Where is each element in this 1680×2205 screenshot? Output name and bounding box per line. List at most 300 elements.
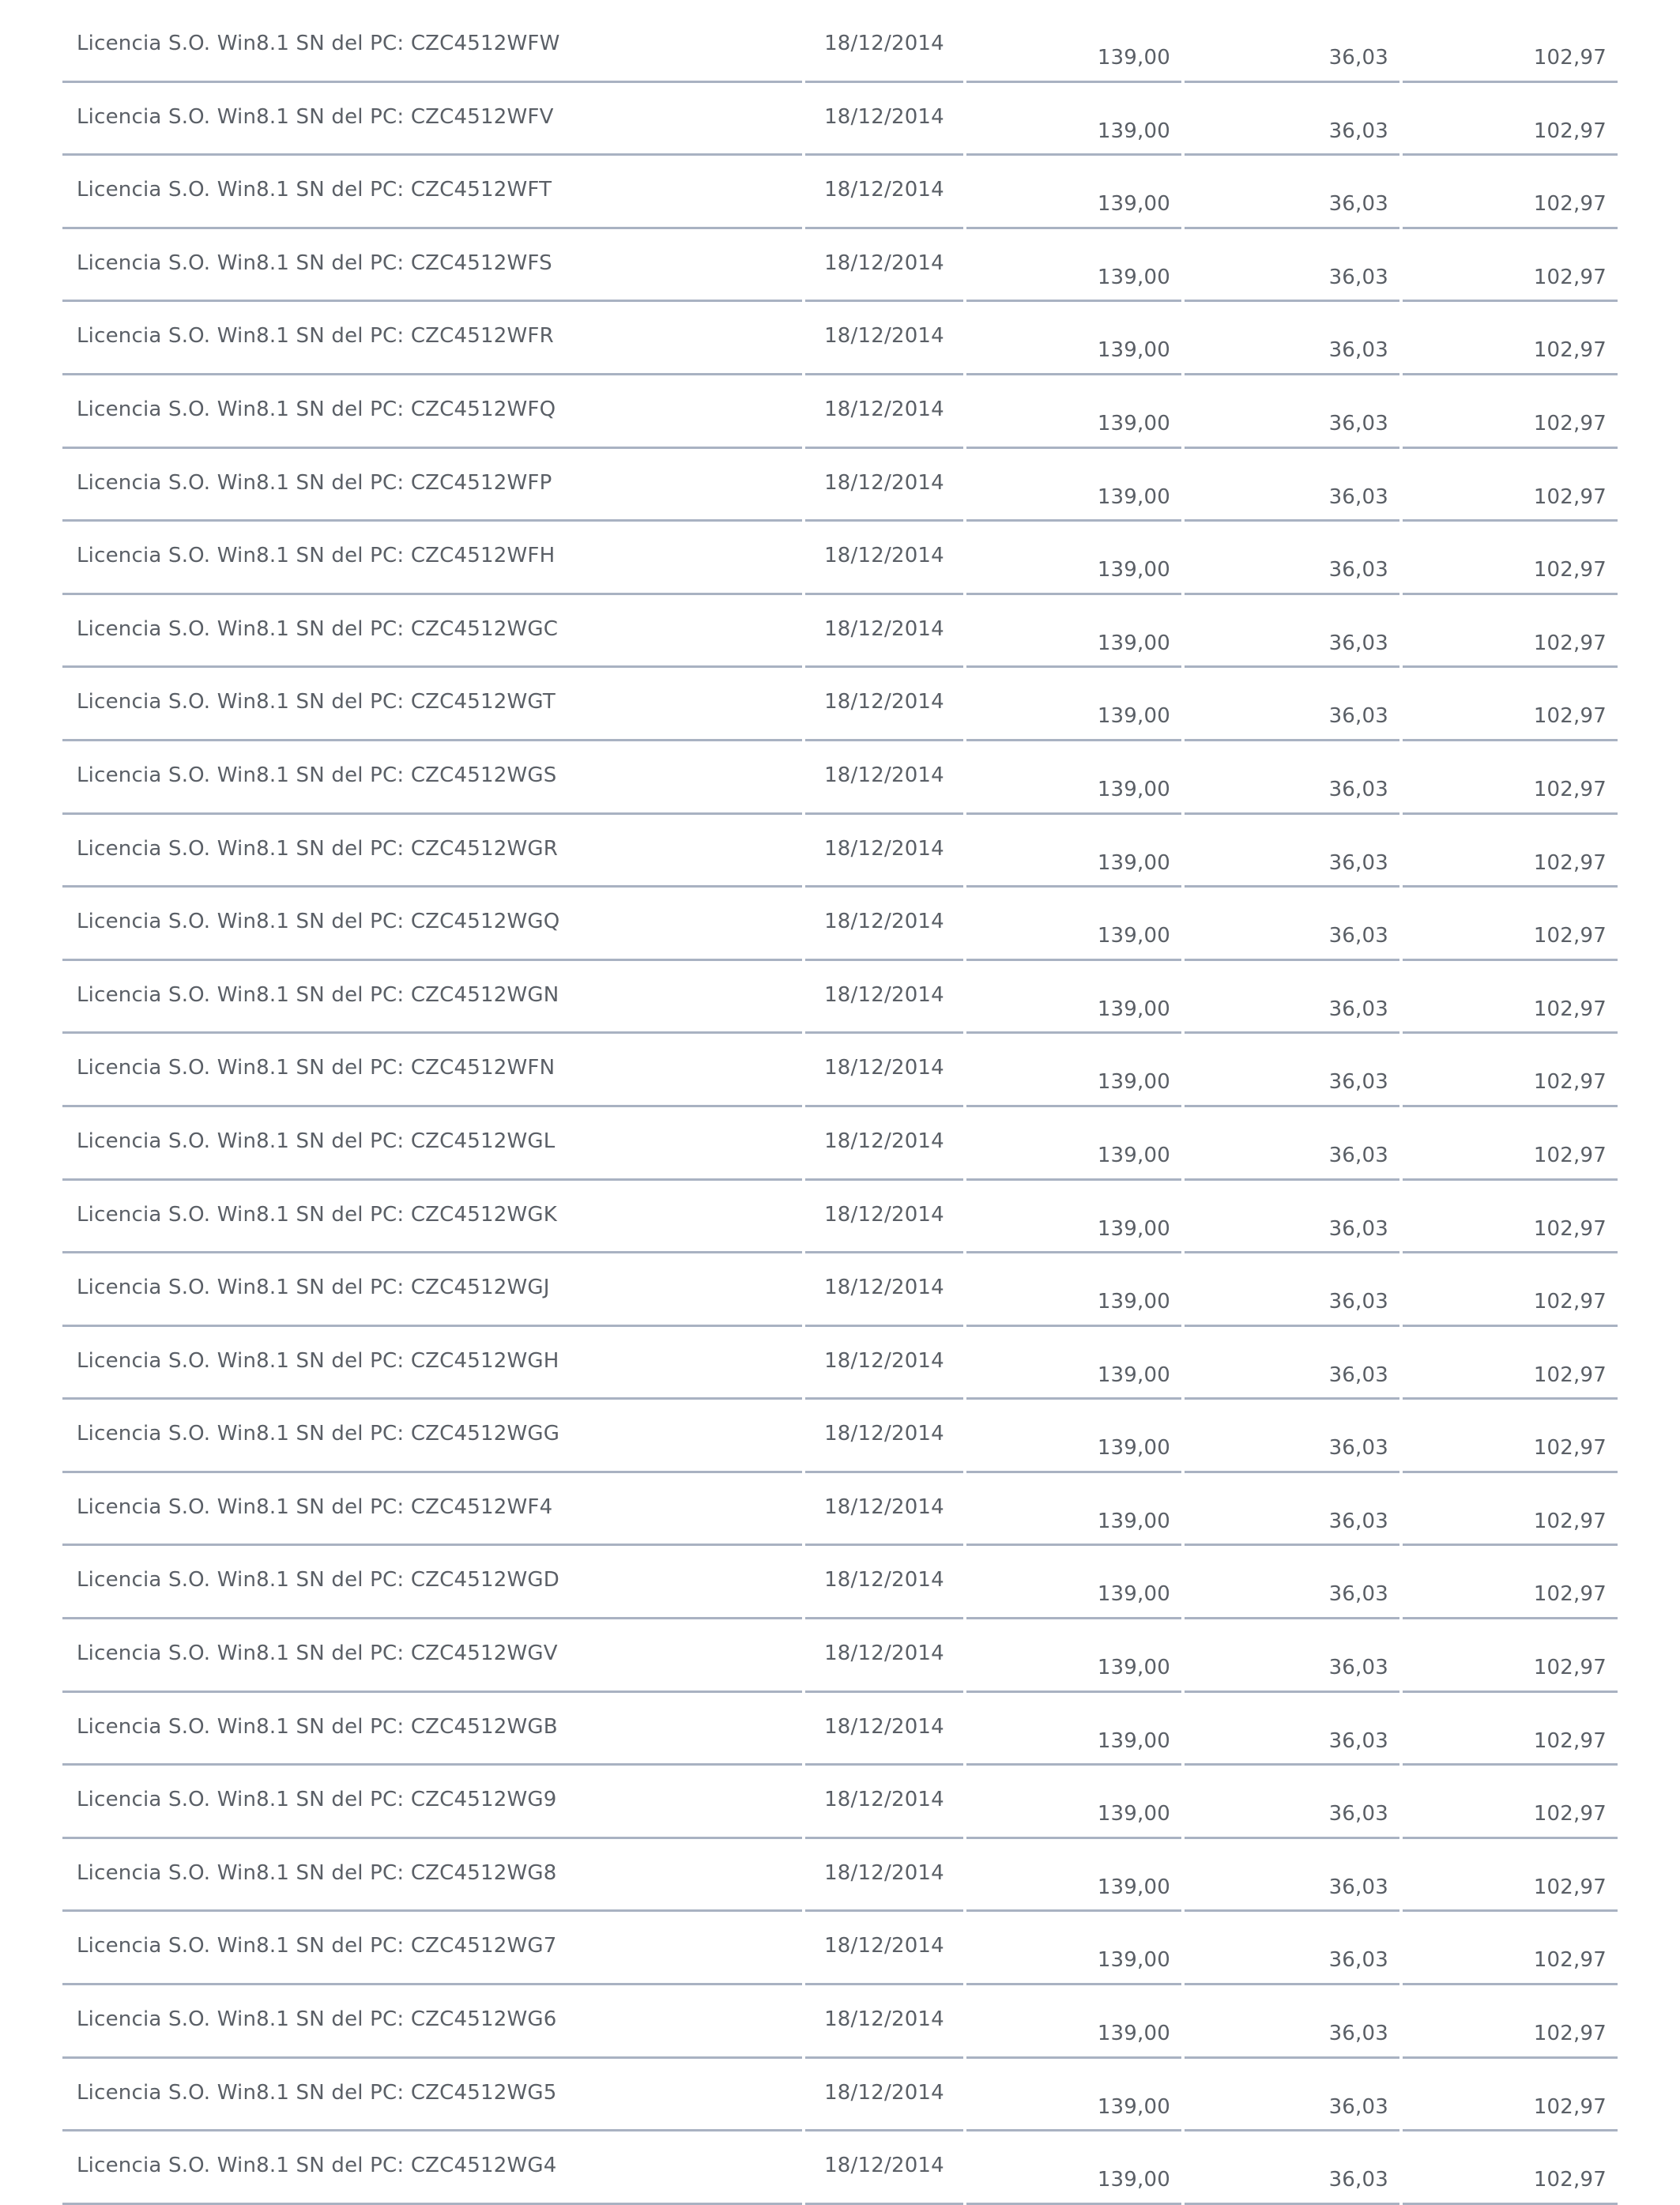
date-cell <box>805 961 963 1035</box>
table-row <box>62 9 1618 83</box>
amount-text-3: 102,97 <box>1533 558 1607 582</box>
amount-cell-2 <box>1185 1766 1399 1839</box>
amount-cell-1 <box>966 302 1181 375</box>
amount-text-1: 139,00 <box>1097 850 1170 875</box>
amount-text-1: 139,00 <box>1097 777 1170 801</box>
date-text: 18/12/2014 <box>824 1348 944 1373</box>
amount-cell-2 <box>1185 1546 1399 1619</box>
date-cell <box>805 1034 963 1107</box>
license-table <box>62 9 1618 2205</box>
amount-text-2: 36,03 <box>1328 411 1388 435</box>
amount-text-2: 36,03 <box>1328 1656 1388 1680</box>
amount-cell-2 <box>1185 229 1399 303</box>
amount-cell-3 <box>1403 9 1618 83</box>
amount-text-3: 102,97 <box>1533 1875 1607 1899</box>
amount-cell-2 <box>1185 1693 1399 1766</box>
description-text: Licencia S.O. Win8.1 SN del PC: CZC4512WG9 <box>77 1788 557 1812</box>
amount-cell-1 <box>966 1839 1181 1913</box>
description-text: Licencia S.O. Win8.1 SN del PC: CZC4512WFQ <box>77 397 556 421</box>
amount-cell-3 <box>1403 1473 1618 1547</box>
description-text: Licencia S.O. Win8.1 SN del PC: CZC4512WG8 <box>77 1860 557 1885</box>
amount-cell-1 <box>966 1107 1181 1181</box>
amount-cell-1 <box>966 1912 1181 1985</box>
date-text: 18/12/2014 <box>824 1934 944 1958</box>
date-text: 18/12/2014 <box>824 910 944 934</box>
description-cell <box>62 741 802 815</box>
amount-cell-2 <box>1185 375 1399 449</box>
amount-text-3: 102,97 <box>1533 411 1607 435</box>
amount-text-3: 102,97 <box>1533 1656 1607 1680</box>
table-row <box>62 1181 1618 1254</box>
table-row <box>62 1839 1618 1913</box>
description-cell <box>62 9 802 83</box>
amount-text-2: 36,03 <box>1328 2168 1388 2192</box>
description-text: Licencia S.O. Win8.1 SN del PC: CZC4512WGH <box>77 1348 559 1373</box>
description-cell <box>62 522 802 595</box>
amount-cell-3 <box>1403 815 1618 888</box>
description-cell <box>62 595 802 669</box>
amount-text-1: 139,00 <box>1097 631 1170 655</box>
date-text: 18/12/2014 <box>824 1860 944 1885</box>
amount-text-2: 36,03 <box>1328 46 1388 70</box>
amount-cell-2 <box>1185 449 1399 522</box>
amount-cell-1 <box>966 1400 1181 1473</box>
date-cell <box>805 522 963 595</box>
date-text: 18/12/2014 <box>824 324 944 349</box>
date-cell <box>805 9 963 83</box>
description-cell <box>62 302 802 375</box>
date-text: 18/12/2014 <box>824 1202 944 1227</box>
amount-text-2: 36,03 <box>1328 1802 1388 1826</box>
date-text: 18/12/2014 <box>824 470 944 495</box>
date-cell <box>805 741 963 815</box>
amount-text-3: 102,97 <box>1533 192 1607 217</box>
amount-text-3: 102,97 <box>1533 1070 1607 1095</box>
amount-text-2: 36,03 <box>1328 1948 1388 1973</box>
description-cell <box>62 229 802 303</box>
amount-cell-1 <box>966 1473 1181 1547</box>
amount-cell-3 <box>1403 1327 1618 1400</box>
amount-text-3: 102,97 <box>1533 997 1607 1021</box>
amount-text-1: 139,00 <box>1097 192 1170 217</box>
amount-text-1: 139,00 <box>1097 997 1170 1021</box>
amount-cell-3 <box>1403 156 1618 229</box>
table-row <box>62 741 1618 815</box>
amount-text-2: 36,03 <box>1328 997 1388 1021</box>
date-text: 18/12/2014 <box>824 1276 944 1300</box>
amount-cell-1 <box>966 595 1181 669</box>
date-text: 18/12/2014 <box>824 32 944 55</box>
amount-cell-1 <box>966 229 1181 303</box>
description-cell <box>62 888 802 961</box>
amount-text-3: 102,97 <box>1533 1143 1607 1167</box>
amount-text-3: 102,97 <box>1533 1216 1607 1241</box>
description-cell <box>62 1107 802 1181</box>
amount-cell-3 <box>1403 595 1618 669</box>
amount-cell-2 <box>1185 961 1399 1035</box>
amount-text-1: 139,00 <box>1097 2168 1170 2192</box>
date-cell <box>805 449 963 522</box>
amount-text-2: 36,03 <box>1328 1363 1388 1387</box>
amount-text-1: 139,00 <box>1097 1728 1170 1753</box>
amount-cell-3 <box>1403 1619 1618 1693</box>
amount-text-1: 139,00 <box>1097 1363 1170 1387</box>
date-text: 18/12/2014 <box>824 763 944 787</box>
amount-cell-2 <box>1185 83 1399 156</box>
table-row <box>62 1473 1618 1547</box>
amount-cell-1 <box>966 9 1181 83</box>
amount-text-3: 102,97 <box>1533 1728 1607 1753</box>
amount-text-1: 139,00 <box>1097 1582 1170 1607</box>
amount-text-1: 139,00 <box>1097 2094 1170 2119</box>
description-text: Licencia S.O. Win8.1 SN del PC: CZC4512WFP <box>77 470 552 495</box>
date-cell <box>805 2059 963 2132</box>
amount-text-2: 36,03 <box>1328 1216 1388 1241</box>
description-text: Licencia S.O. Win8.1 SN del PC: CZC4512WGC <box>77 616 559 641</box>
table-row <box>62 302 1618 375</box>
amount-cell-1 <box>966 449 1181 522</box>
amount-text-1: 139,00 <box>1097 119 1170 143</box>
amount-cell-3 <box>1403 1107 1618 1181</box>
amount-cell-2 <box>1185 741 1399 815</box>
amount-cell-2 <box>1185 1619 1399 1693</box>
description-cell <box>62 1473 802 1547</box>
amount-text-2: 36,03 <box>1328 777 1388 801</box>
description-text: Licencia S.O. Win8.1 SN del PC: CZC4512WG4 <box>77 2154 557 2178</box>
description-text: Licencia S.O. Win8.1 SN del PC: CZC4512WGT <box>77 690 556 714</box>
amount-cell-1 <box>966 2059 1181 2132</box>
table-row <box>62 522 1618 595</box>
date-text: 18/12/2014 <box>824 104 944 129</box>
amount-cell-3 <box>1403 1912 1618 1985</box>
table-row <box>62 1546 1618 1619</box>
amount-cell-2 <box>1185 1912 1399 1985</box>
amount-cell-2 <box>1185 1034 1399 1107</box>
table-row <box>62 375 1618 449</box>
amount-cell-3 <box>1403 888 1618 961</box>
amount-cell-1 <box>966 1181 1181 1254</box>
description-cell <box>62 1546 802 1619</box>
amount-cell-2 <box>1185 1473 1399 1547</box>
amount-cell-2 <box>1185 1839 1399 1913</box>
amount-cell-1 <box>966 83 1181 156</box>
description-text: Licencia S.O. Win8.1 SN del PC: CZC4512WF4 <box>77 1494 553 1519</box>
date-text: 18/12/2014 <box>824 1714 944 1739</box>
amount-cell-1 <box>966 888 1181 961</box>
date-text: 18/12/2014 <box>824 397 944 421</box>
table-row <box>62 156 1618 229</box>
table-row <box>62 1985 1618 2059</box>
amount-cell-3 <box>1403 961 1618 1035</box>
date-text: 18/12/2014 <box>824 616 944 641</box>
date-cell <box>805 1400 963 1473</box>
amount-text-1: 139,00 <box>1097 1290 1170 1314</box>
description-text: Licencia S.O. Win8.1 SN del PC: CZC4512WGL <box>77 1129 556 1153</box>
description-cell <box>62 961 802 1035</box>
description-text: Licencia S.O. Win8.1 SN del PC: CZC4512WGB <box>77 1714 558 1739</box>
date-cell <box>805 83 963 156</box>
amount-text-2: 36,03 <box>1328 924 1388 948</box>
description-text: Licencia S.O. Win8.1 SN del PC: CZC4512WGN <box>77 982 559 1007</box>
amount-text-3: 102,97 <box>1533 2168 1607 2192</box>
date-text: 18/12/2014 <box>824 1568 944 1592</box>
amount-text-2: 36,03 <box>1328 484 1388 509</box>
date-cell <box>805 1619 963 1693</box>
date-cell <box>805 229 963 303</box>
description-text: Licencia S.O. Win8.1 SN del PC: CZC4512WFT <box>77 178 552 202</box>
amount-cell-2 <box>1185 1253 1399 1327</box>
date-text: 18/12/2014 <box>824 1494 944 1519</box>
amount-text-3: 102,97 <box>1533 484 1607 509</box>
amount-cell-1 <box>966 961 1181 1035</box>
amount-cell-2 <box>1185 668 1399 741</box>
description-text: Licencia S.O. Win8.1 SN del PC: CZC4512WFS <box>77 251 552 275</box>
amount-cell-3 <box>1403 1253 1618 1327</box>
amount-text-1: 139,00 <box>1097 1143 1170 1167</box>
date-cell <box>805 375 963 449</box>
description-text: Licencia S.O. Win8.1 SN del PC: CZC4512WFV <box>77 104 554 129</box>
amount-cell-2 <box>1185 1400 1399 1473</box>
date-cell <box>805 156 963 229</box>
amount-text-2: 36,03 <box>1328 265 1388 289</box>
amount-cell-3 <box>1403 1839 1618 1913</box>
description-cell <box>62 1693 802 1766</box>
amount-cell-3 <box>1403 741 1618 815</box>
table-row <box>62 83 1618 156</box>
date-cell <box>805 595 963 669</box>
amount-text-3: 102,97 <box>1533 850 1607 875</box>
table-row <box>62 1766 1618 1839</box>
amount-text-3: 102,97 <box>1533 924 1607 948</box>
amount-cell-3 <box>1403 1693 1618 1766</box>
amount-cell-3 <box>1403 1766 1618 1839</box>
table-row <box>62 1327 1618 1400</box>
description-cell <box>62 668 802 741</box>
amount-cell-2 <box>1185 1327 1399 1400</box>
amount-text-3: 102,97 <box>1533 2022 1607 2046</box>
amount-text-3: 102,97 <box>1533 119 1607 143</box>
description-text: Licencia S.O. Win8.1 SN del PC: CZC4512WGK <box>77 1202 558 1227</box>
amount-cell-1 <box>966 1985 1181 2059</box>
date-cell <box>805 1327 963 1400</box>
table-row <box>62 1912 1618 1985</box>
table-row <box>62 888 1618 961</box>
amount-text-2: 36,03 <box>1328 1509 1388 1533</box>
date-text: 18/12/2014 <box>824 178 944 202</box>
description-text: Licencia S.O. Win8.1 SN del PC: CZC4512WGQ <box>77 910 560 934</box>
description-text: Licencia S.O. Win8.1 SN del PC: CZC4512WGV <box>77 1642 558 1666</box>
amount-cell-2 <box>1185 595 1399 669</box>
amount-text-3: 102,97 <box>1533 704 1607 729</box>
description-text: Licencia S.O. Win8.1 SN del PC: CZC4512WGR <box>77 836 559 861</box>
amount-text-1: 139,00 <box>1097 338 1170 363</box>
date-cell <box>805 1253 963 1327</box>
date-text: 18/12/2014 <box>824 1642 944 1666</box>
amount-cell-3 <box>1403 229 1618 303</box>
amount-text-3: 102,97 <box>1533 1582 1607 1607</box>
amount-text-2: 36,03 <box>1328 1875 1388 1899</box>
description-text: Licencia S.O. Win8.1 SN del PC: CZC4512WFH <box>77 544 556 568</box>
amount-text-1: 139,00 <box>1097 1875 1170 1899</box>
table-row <box>62 2059 1618 2132</box>
description-cell <box>62 2059 802 2132</box>
table-row <box>62 1693 1618 1766</box>
amount-cell-3 <box>1403 302 1618 375</box>
amount-text-2: 36,03 <box>1328 631 1388 655</box>
date-text: 18/12/2014 <box>824 251 944 275</box>
description-cell <box>62 1400 802 1473</box>
amount-cell-3 <box>1403 1181 1618 1254</box>
amount-cell-1 <box>966 1619 1181 1693</box>
table-row <box>62 668 1618 741</box>
description-text: Licencia S.O. Win8.1 SN del PC: CZC4512WG6 <box>77 2007 557 2032</box>
description-cell <box>62 1253 802 1327</box>
date-cell <box>805 1107 963 1181</box>
amount-text-3: 102,97 <box>1533 265 1607 289</box>
amount-text-2: 36,03 <box>1328 119 1388 143</box>
table-row <box>62 1034 1618 1107</box>
description-cell <box>62 375 802 449</box>
amount-cell-3 <box>1403 522 1618 595</box>
amount-cell-3 <box>1403 2059 1618 2132</box>
amount-text-3: 102,97 <box>1533 1290 1607 1314</box>
date-cell <box>805 1985 963 2059</box>
description-text: Licencia S.O. Win8.1 SN del PC: CZC4512WGD <box>77 1568 559 1592</box>
description-cell <box>62 449 802 522</box>
amount-cell-3 <box>1403 1400 1618 1473</box>
date-cell <box>805 1693 963 1766</box>
date-text: 18/12/2014 <box>824 1129 944 1153</box>
amount-cell-3 <box>1403 1034 1618 1107</box>
description-text: Licencia S.O. Win8.1 SN del PC: CZC4512WGS <box>77 763 557 787</box>
date-cell <box>805 1912 963 1985</box>
date-text: 18/12/2014 <box>824 1788 944 1812</box>
amount-cell-2 <box>1185 9 1399 83</box>
table-row <box>62 595 1618 669</box>
amount-text-2: 36,03 <box>1328 1143 1388 1167</box>
date-text: 18/12/2014 <box>824 2007 944 2032</box>
amount-cell-1 <box>966 1693 1181 1766</box>
table-row <box>62 449 1618 522</box>
amount-cell-1 <box>966 815 1181 888</box>
date-cell <box>805 302 963 375</box>
amount-text-2: 36,03 <box>1328 2094 1388 2119</box>
date-text: 18/12/2014 <box>824 1056 944 1080</box>
description-cell <box>62 1985 802 2059</box>
amount-text-3: 102,97 <box>1533 46 1607 70</box>
description-text: Licencia S.O. Win8.1 SN del PC: CZC4512WGJ <box>77 1276 550 1300</box>
date-cell <box>805 815 963 888</box>
amount-cell-3 <box>1403 449 1618 522</box>
description-cell <box>62 1839 802 1913</box>
amount-text-3: 102,97 <box>1533 338 1607 363</box>
description-cell <box>62 815 802 888</box>
description-text: Licencia S.O. Win8.1 SN del PC: CZC4512WG5 <box>77 2080 557 2105</box>
amount-cell-2 <box>1185 888 1399 961</box>
date-cell <box>805 888 963 961</box>
date-text: 18/12/2014 <box>824 2154 944 2178</box>
amount-cell-2 <box>1185 2059 1399 2132</box>
description-text: Licencia S.O. Win8.1 SN del PC: CZC4512WG7 <box>77 1934 557 1958</box>
date-cell <box>805 1839 963 1913</box>
amount-text-3: 102,97 <box>1533 1802 1607 1826</box>
amount-text-2: 36,03 <box>1328 1582 1388 1607</box>
amount-text-1: 139,00 <box>1097 46 1170 70</box>
amount-text-2: 36,03 <box>1328 192 1388 217</box>
amount-cell-2 <box>1185 522 1399 595</box>
amount-text-1: 139,00 <box>1097 1802 1170 1826</box>
date-text: 18/12/2014 <box>824 1422 944 1446</box>
description-text: Licencia S.O. Win8.1 SN del PC: CZC4512WGG <box>77 1422 560 1446</box>
amount-cell-2 <box>1185 1181 1399 1254</box>
amount-cell-3 <box>1403 1546 1618 1619</box>
amount-text-1: 139,00 <box>1097 924 1170 948</box>
amount-text-1: 139,00 <box>1097 1509 1170 1533</box>
amount-cell-1 <box>966 741 1181 815</box>
amount-text-2: 36,03 <box>1328 704 1388 729</box>
amount-cell-1 <box>966 1034 1181 1107</box>
amount-text-1: 139,00 <box>1097 2022 1170 2046</box>
amount-cell-2 <box>1185 1107 1399 1181</box>
amount-cell-1 <box>966 1766 1181 1839</box>
description-cell <box>62 1327 802 1400</box>
amount-text-3: 102,97 <box>1533 1948 1607 1973</box>
amount-text-2: 36,03 <box>1328 850 1388 875</box>
amount-cell-2 <box>1185 156 1399 229</box>
amount-text-2: 36,03 <box>1328 558 1388 582</box>
amount-cell-2 <box>1185 815 1399 888</box>
amount-cell-1 <box>966 668 1181 741</box>
date-cell <box>805 1181 963 1254</box>
date-cell <box>805 1766 963 1839</box>
amount-text-1: 139,00 <box>1097 558 1170 582</box>
table-row <box>62 1400 1618 1473</box>
amount-cell-1 <box>966 1546 1181 1619</box>
date-text: 18/12/2014 <box>824 836 944 861</box>
description-cell <box>62 1034 802 1107</box>
amount-text-1: 139,00 <box>1097 1216 1170 1241</box>
amount-cell-3 <box>1403 375 1618 449</box>
amount-text-3: 102,97 <box>1533 1436 1607 1461</box>
amount-text-1: 139,00 <box>1097 265 1170 289</box>
amount-cell-3 <box>1403 1985 1618 2059</box>
description-cell <box>62 83 802 156</box>
description-text: Licencia S.O. Win8.1 SN del PC: CZC4512WFR <box>77 324 554 349</box>
table-row <box>62 961 1618 1035</box>
date-text: 18/12/2014 <box>824 982 944 1007</box>
date-cell <box>805 668 963 741</box>
amount-text-2: 36,03 <box>1328 1070 1388 1095</box>
amount-text-1: 139,00 <box>1097 1436 1170 1461</box>
amount-text-1: 139,00 <box>1097 484 1170 509</box>
description-cell <box>62 156 802 229</box>
amount-text-2: 36,03 <box>1328 338 1388 363</box>
description-cell <box>62 1619 802 1693</box>
amount-cell-1 <box>966 156 1181 229</box>
table-row <box>62 1619 1618 1693</box>
table-row <box>62 1253 1618 1327</box>
amount-text-1: 139,00 <box>1097 1656 1170 1680</box>
description-text: Licencia S.O. Win8.1 SN del PC: CZC4512WFN <box>77 1056 556 1080</box>
amount-text-1: 139,00 <box>1097 704 1170 729</box>
amount-cell-1 <box>966 375 1181 449</box>
amount-text-1: 139,00 <box>1097 1070 1170 1095</box>
table-row <box>62 1107 1618 1181</box>
date-cell <box>805 1546 963 1619</box>
date-text: 18/12/2014 <box>824 690 944 714</box>
amount-text-3: 102,97 <box>1533 1509 1607 1533</box>
amount-text-1: 139,00 <box>1097 1948 1170 1973</box>
